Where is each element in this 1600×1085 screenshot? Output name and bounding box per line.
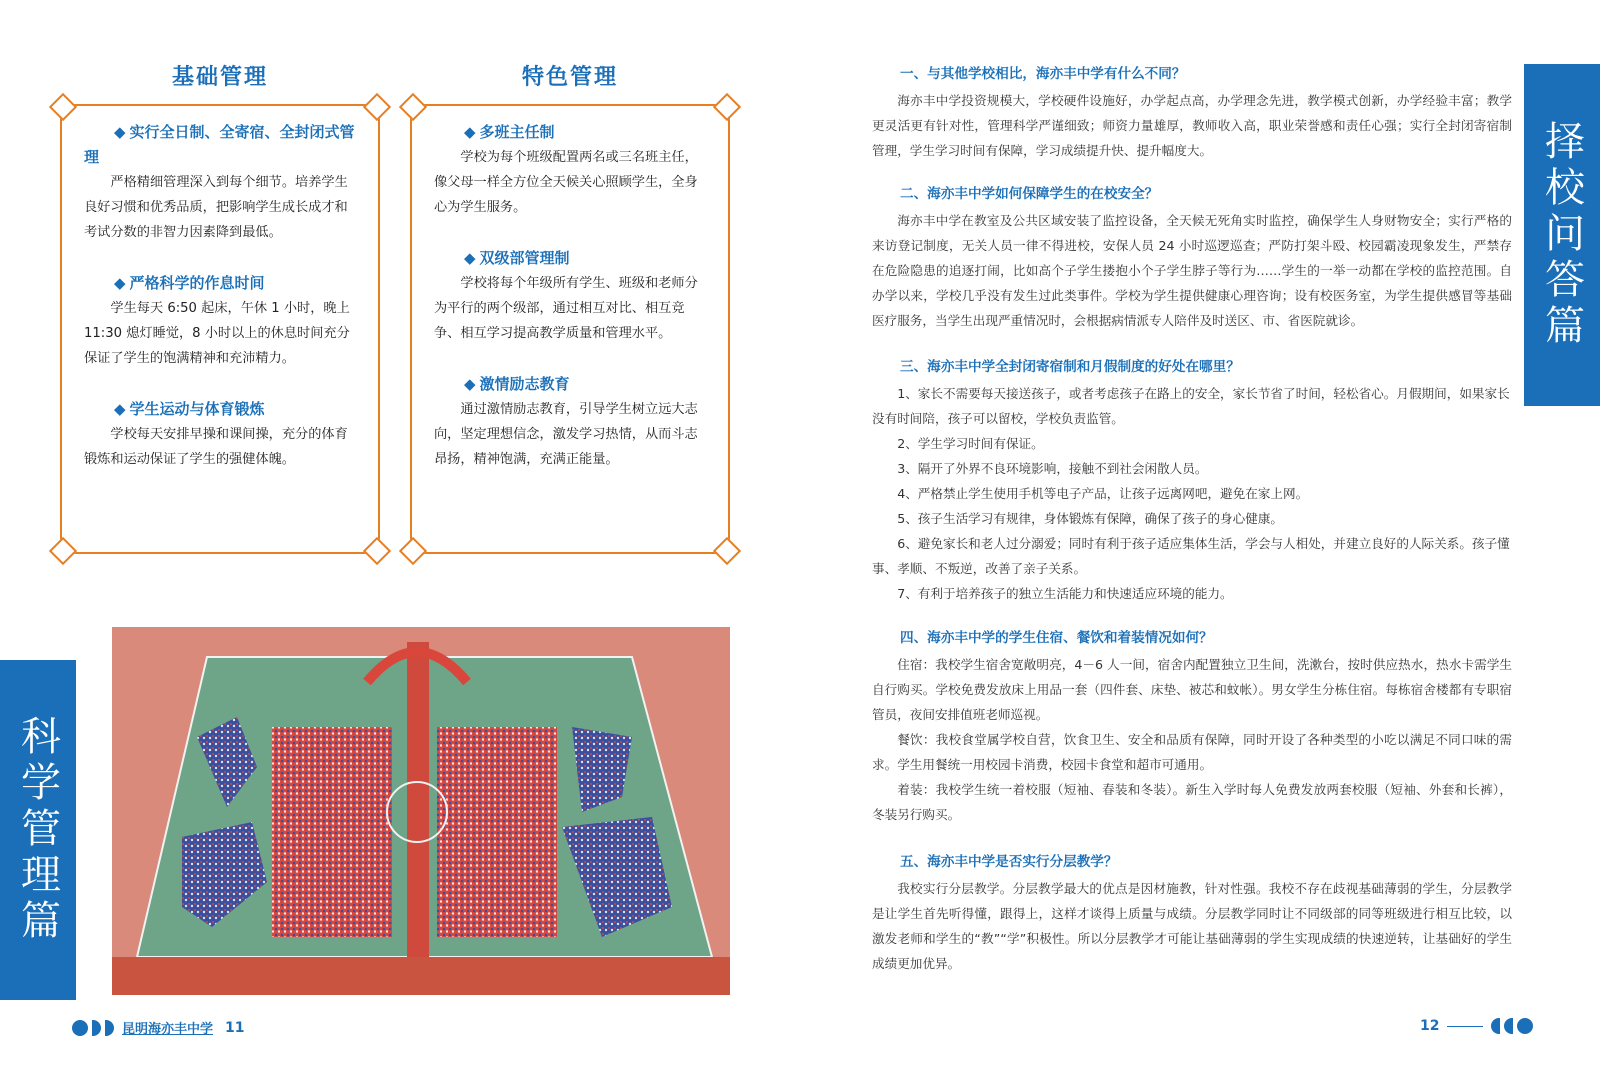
faq-answer: 我校实行分层教学。分层教学最大的优点是因材施教，针对性强。我校不存在歧视基础薄弱的学生，分层教学是让学生首先听得懂，跟得上，这样才谈得上质量与成绩。分层教学同时让不同级部的同等班级进行相互比较，以激发老师和学生的“教”“学”积极性。所以分层教学才可能让基础薄弱的学生实现成绩的快速逆转，让基础好的学生成绩更加优异。 <box>872 881 1512 971</box>
basic-management-content <box>84 120 360 542</box>
frame-corner <box>49 93 77 121</box>
footer-dot-icon <box>1517 1018 1533 1034</box>
side-label-text: 科学管理篇 <box>14 715 61 945</box>
footer-dot-icon <box>105 1020 114 1036</box>
footer-dot-icon <box>92 1020 101 1036</box>
side-label-text: 择校问答篇 <box>1538 120 1585 350</box>
faq-item <box>872 850 1512 976</box>
spacer <box>434 220 710 246</box>
faq-answer: 7、有利于培养孩子的独立生活能力和快速适应环境的能力。 <box>897 586 1233 601</box>
faq-item <box>872 626 1512 827</box>
faq-answer: 6、避免家长和老人过分溺爱；同时有利于孩子适应集体生活，学会与人相处，并建立良好的人际关系。孩子懂事、孝顺、不叛逆，改善了亲子关系。 <box>872 536 1510 576</box>
section-heading <box>434 372 710 397</box>
left-footer <box>72 1018 245 1037</box>
faq-item <box>872 62 1512 163</box>
spacer <box>84 371 360 397</box>
diamond-icon: ◆ <box>464 249 476 267</box>
frame-corner <box>363 537 391 565</box>
footer-school-name: 昆明海亦丰中学 <box>122 1022 214 1037</box>
faq-answer: 海亦丰中学投资规模大，学校硬件设施好，办学起点高，办学理念先进，教学模式创新，办学经验丰富；教学更灵活更有针对性，管理科学严谨细致；师资力量雄厚，教师收入高，职业荣誉感和责任心强；实行全封闭寄宿制管理，学生学习时间有保障，学习成绩提升快、提升幅度大。 <box>872 93 1512 158</box>
section-body: 严格精细管理深入到每个细节。培养学生良好习惯和优秀品质，把影响学生成长成才和考试分数的非智力因素降到最低。 <box>84 175 348 240</box>
special-management-content <box>434 120 710 542</box>
special-management-title: 特色管理 <box>521 65 618 90</box>
students-formation-photo <box>112 627 730 995</box>
faq-item <box>872 182 1512 333</box>
section-heading <box>84 120 360 170</box>
footer-line <box>1447 1026 1483 1027</box>
section-body: 学校将每个年级所有学生、班级和老师分为平行的两个级部，通过相互对比、相互竞争、相互学习提高教学质量和管理水平。 <box>434 276 698 341</box>
footer-dot-icon <box>1504 1018 1513 1034</box>
section-heading <box>434 120 710 145</box>
side-label-science-management <box>0 660 76 1000</box>
right-page-number: 12 <box>1420 1018 1440 1034</box>
section-heading-text: 多班主任制 <box>479 123 555 141</box>
section-heading-text: 双级部管理制 <box>479 249 570 267</box>
diamond-icon: ◆ <box>464 123 476 141</box>
section-body: 通过激情励志教育，引导学生树立远大志向，坚定理想信念，激发学习热情，从而斗志昂扬，精神饱满，充满正能量。 <box>434 402 698 467</box>
section-body: 学校为每个班级配置两名或三名班主任，像父母一样全方位全天候关心照顾学生，全身心为学生服务。 <box>434 150 698 215</box>
frame-corner <box>713 537 741 565</box>
section-body: 学校每天安排早操和课间操，充分的体育锻炼和运动保证了学生的强健体魄。 <box>84 427 348 467</box>
section-heading-text: 严格科学的作息时间 <box>129 274 265 292</box>
faq-question: 二、海亦丰中学如何保障学生的在校安全？ <box>900 186 1159 202</box>
faq-answer: 住宿：我校学生宿舍宽敞明亮，4－6 人一间，宿舍内配置独立卫生间，洗漱台，按时供应热水，热水卡需学生自行购买。学校免费发放床上用品一套（四件套、床垫、被芯和蚊帐）。男女学生分栋住宿。每栋宿舍楼都有专职宿管员，夜间安排值班老师巡视。 <box>872 657 1512 722</box>
special-management-box <box>410 104 730 554</box>
faq-answer: 海亦丰中学在教室及公共区域安装了监控设备，全天候无死角实时监控，确保学生人身财物安全；实行严格的来访登记制度，无关人员一律不得进校，安保人员 24 小时巡逻巡查；严防打架斗殴、校园霸凌现象发生，严禁存在危险隐患的追逐打闹，比如高个子学生搂抱小个子学生脖子等行为……学生的一举一动都在学校的监控范围。自办学以来，学校几乎没有发生过此类事件。学校为学生提供健康心理咨询；设有校医务室，为学生提供感冒等基础医疗服务，当学生出现严重情况时，会根据病情派专人陪伴及时送区、市、省医院就诊。 <box>872 213 1512 328</box>
side-label-school-choice-faq <box>1524 64 1600 406</box>
spacer <box>434 346 710 372</box>
diamond-icon: ◆ <box>114 123 126 141</box>
frame-corner <box>49 537 77 565</box>
frame-corner <box>363 93 391 121</box>
footer-dot-icon <box>1491 1018 1500 1034</box>
section-heading <box>84 271 360 296</box>
faq-question: 一、与其他学校相比，海亦丰中学有什么不同？ <box>900 66 1186 82</box>
section-heading <box>434 246 710 271</box>
left-page-number: 11 <box>225 1019 245 1036</box>
spacer <box>84 245 360 271</box>
section-heading-text: 激情励志教育 <box>479 375 570 393</box>
section-heading-text: 学生运动与体育锻炼 <box>129 400 265 418</box>
diamond-icon: ◆ <box>114 274 126 292</box>
faq-answer: 1、家长不需要每天接送孩子，或者考虑孩子在路上的安全，家长节省了时间，轻松省心。月假期间，如果家长没有时间陪，孩子可以留校，学校负责监管。 <box>872 386 1510 426</box>
faq-answer: 2、学生学习时间有保证。 <box>897 436 1044 451</box>
diamond-icon: ◆ <box>464 375 476 393</box>
faq-question: 五、海亦丰中学是否实行分层教学？ <box>900 854 1118 870</box>
faq-answer: 4、严格禁止学生使用手机等电子产品，让孩子远离网吧，避免在家上网。 <box>897 486 1309 501</box>
faq-item <box>872 355 1512 606</box>
basic-management-box <box>60 104 380 554</box>
faq-answer: 着装：我校学生统一着校服（短袖、春装和冬装）。新生入学时每人免费发放两套校服（短袖、外套和长裤），冬装另行购买。 <box>872 782 1512 822</box>
section-heading-text: 实行全日制、全寄宿、全封闭式管理 <box>84 123 355 166</box>
section-heading <box>84 397 360 422</box>
frame-corner <box>399 93 427 121</box>
photo-illustration <box>112 627 730 995</box>
basic-management-title: 基础管理 <box>171 65 268 90</box>
faq-answer: 5、孩子生活学习有规律，身体锻炼有保障，确保了孩子的身心健康。 <box>897 511 1284 526</box>
faq-answer: 餐饮：我校食堂属学校自营，饮食卫生、安全和品质有保障，同时开设了各种类型的小吃以满足不同口味的需求。学生用餐统一用校园卡消费，校园卡食堂和超市可通用。 <box>872 732 1512 772</box>
faq-question: 三、海亦丰中学全封闭寄宿制和月假制度的好处在哪里？ <box>900 359 1240 375</box>
footer-dot-icon <box>72 1020 88 1036</box>
diamond-icon: ◆ <box>114 400 126 418</box>
right-footer <box>1420 1018 1533 1034</box>
faq-answer: 3、隔开了外界不良环境影响，接触不到社会闲散人员。 <box>897 461 1208 476</box>
faq-question: 四、海亦丰中学的学生住宿、餐饮和着装情况如何？ <box>900 630 1213 646</box>
frame-corner <box>713 93 741 121</box>
section-body: 学生每天 6:50 起床，午休 1 小时，晚上 11:30 熄灯睡觉，8 小时以上的休息时间充分保证了学生的饱满精神和充沛精力。 <box>84 301 350 366</box>
frame-corner <box>399 537 427 565</box>
